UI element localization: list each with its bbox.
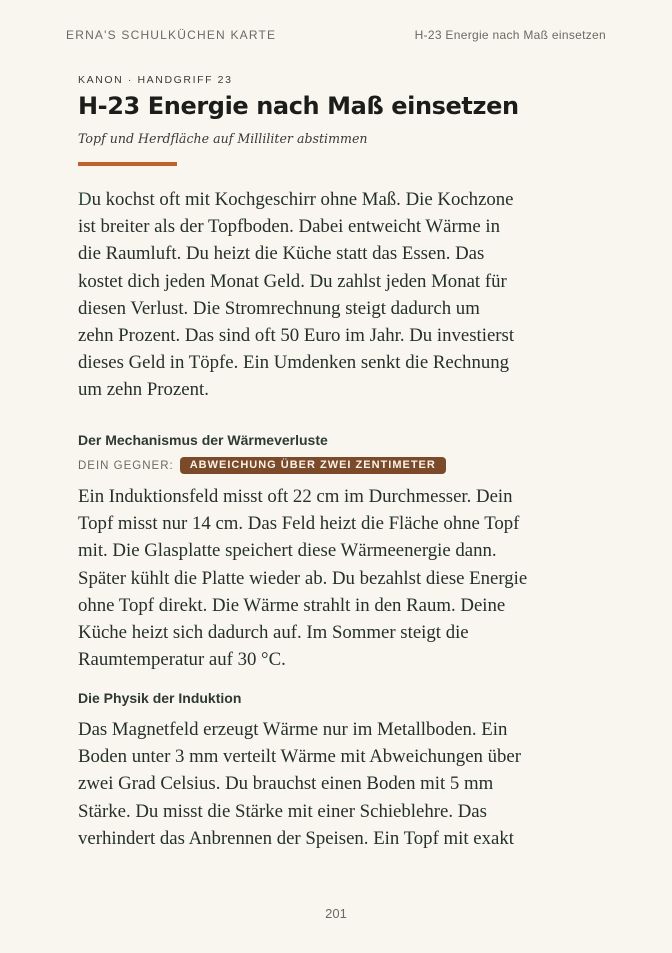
physics-heading: Die Physik der Induktion: [78, 690, 242, 706]
intro-text: u kochst oft mit Kochgeschirr ohne Maß. Die Kochzone ist breiter als der Topfboden. Dabei entweicht Wärme in die Raumluft. Du heizt die Küche statt das Essen. Das kostet dich jeden Monat Geld. Du zahlst jeden Monat für diesen Verlust. Die Stromrechnung steigt dadurch um zehn Prozent. Das sind oft 50 Euro im Jahr. Du investierst dieses Geld in Töpfe. Ein Umdenken senkt die Rechnung um zehn Prozent.: [78, 189, 515, 401]
mechanism-heading: Der Mechanismus der Wärmeverluste: [78, 432, 328, 448]
book-title: ERNA'S SCHULKÜCHEN KARTE: [66, 28, 277, 42]
section-subtitle: Topf und Herdfläche auf Milliliter abstimmen: [78, 131, 368, 146]
accent-rule: [78, 162, 177, 166]
section-title: H-23 Energie nach Maß einsetzen: [78, 92, 519, 120]
running-header: [66, 28, 606, 42]
drop-cap: D: [78, 189, 92, 210]
section-kicker: KANON · HANDGRIFF 23: [78, 74, 233, 86]
opponent-label: DEIN GEGNER:: [78, 459, 174, 472]
opponent-line: [78, 457, 446, 474]
mechanism-paragraph: Ein Induktionsfeld misst oft 22 cm im Durchmesser. Dein Topf misst nur 14 cm. Das Feld heizt die Fläche ohne Topf mit. Die Glasplatte speichert diese Wärmeenergie dann. Später kühlt die Platte wieder ab. Du bezahlst diese Energie ohne Topf direkt. Die Wärme strahlt in den Raum. Deine Küche heizt sich dadurch auf. Im Sommer steigt die Raumtemperatur auf 30 °C.: [78, 486, 528, 671]
opponent-badge: ABWEICHUNG ÜBER ZWEI ZENTIMETER: [180, 457, 446, 474]
intro-paragraph: [78, 186, 598, 404]
page-number: 201: [325, 906, 347, 921]
physics-paragraph: Das Magnetfeld erzeugt Wärme nur im Metallboden. Ein Boden unter 3 mm verteilt Wärme mit Abweichungen über zwei Grad Celsius. Du brauchst einen Boden mit 5 mm Stärke. Du misst die Stärke mit einer Schieblehre. Das verhindert das Anbrennen der Speisen. Ein Topf mit exakt: [78, 719, 521, 849]
section-running-title: H-23 Energie nach Maß einsetzen: [414, 28, 606, 42]
